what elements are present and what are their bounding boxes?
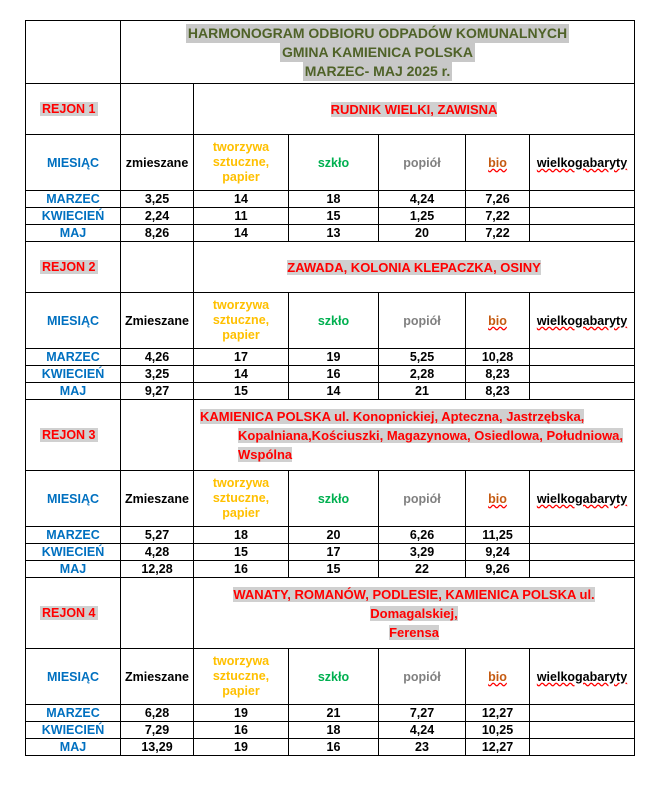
cell-popiol: 5,25 — [379, 349, 466, 366]
rejon-area-line: Kopalniana,Kościuszki, Magazynowa, Osiedlowa, Południowa, — [238, 427, 624, 443]
cell-szklo: 17 — [289, 544, 379, 561]
title-line-1: HARMONOGRAM ODBIORU ODPADÓW KOMUNALNYCH — [187, 24, 568, 41]
cell-tworzywa: 16 — [194, 722, 289, 739]
header-tworzywa-line: sztuczne, — [212, 313, 270, 327]
cell-popiol: 22 — [379, 561, 466, 578]
cell-szklo: 15 — [289, 561, 379, 578]
header-popiol — [379, 135, 466, 191]
table-row — [26, 722, 635, 739]
header-zmieszane — [121, 649, 194, 705]
cell-wielkogabaryty — [530, 722, 635, 739]
cell-month: KWIECIEŃ — [26, 544, 121, 561]
header-tworzywa-line: sztuczne, — [212, 669, 270, 683]
rejon-area-cell — [194, 400, 635, 471]
cell-tworzywa: 15 — [194, 383, 289, 400]
cell-bio: 7,22 — [466, 208, 530, 225]
cell-month: MAJ — [26, 739, 121, 756]
header-bio-text: bio — [488, 491, 507, 506]
table-row — [26, 225, 635, 242]
header-popiol-text: popiół — [403, 669, 441, 684]
header-bio — [466, 471, 530, 527]
table-row — [26, 366, 635, 383]
header-tworzywa — [194, 293, 289, 349]
cell-wielkogabaryty — [530, 208, 635, 225]
table-row — [26, 383, 635, 400]
rejon-label-cell — [26, 578, 121, 649]
table-row — [26, 208, 635, 225]
title-line-2: GMINA KAMIENICA POLSKA — [281, 43, 474, 60]
rejon-label-cell — [26, 84, 121, 135]
header-bio — [466, 293, 530, 349]
cell-zmieszane: 6,28 — [121, 705, 194, 722]
cell-bio: 12,27 — [466, 705, 530, 722]
cell-month: KWIECIEŃ — [26, 366, 121, 383]
cell-tworzywa: 16 — [194, 561, 289, 578]
header-tworzywa-line: papier — [222, 684, 260, 698]
cell-tworzywa: 14 — [194, 225, 289, 242]
header-wielkogabaryty — [530, 471, 635, 527]
table-row — [26, 191, 635, 208]
header-bio-text: bio — [488, 155, 507, 170]
cell-popiol: 6,26 — [379, 527, 466, 544]
cell-zmieszane: 8,26 — [121, 225, 194, 242]
header-wielkogabaryty — [530, 135, 635, 191]
table-row — [26, 705, 635, 722]
header-wielkogabaryty-text: wielkogabaryty — [536, 491, 628, 506]
header-popiol-text: popiół — [403, 313, 441, 328]
cell-popiol: 23 — [379, 739, 466, 756]
cell-bio: 8,23 — [466, 366, 530, 383]
cell-tworzywa: 15 — [194, 544, 289, 561]
cell-bio: 9,24 — [466, 544, 530, 561]
cell-tworzywa: 14 — [194, 191, 289, 208]
cell-tworzywa: 19 — [194, 705, 289, 722]
cell-zmieszane: 5,27 — [121, 527, 194, 544]
cell-tworzywa: 19 — [194, 739, 289, 756]
header-popiol — [379, 293, 466, 349]
rejon-label: REJON 2 — [42, 260, 96, 274]
cell-szklo: 15 — [289, 208, 379, 225]
rejon-area-line: ZAWADA, KOLONIA KLEPACZKA, OSINY — [287, 259, 541, 275]
title-corner-cell — [26, 21, 121, 84]
cell-szklo: 13 — [289, 225, 379, 242]
cell-szklo: 18 — [289, 722, 379, 739]
rejon-label: REJON 1 — [42, 102, 96, 116]
header-tworzywa-line: sztuczne, — [212, 491, 270, 505]
cell-month: KWIECIEŃ — [26, 722, 121, 739]
header-szklo — [289, 293, 379, 349]
header-miesiac-text: MIESIĄC — [46, 313, 100, 328]
cell-szklo: 16 — [289, 366, 379, 383]
title-row — [26, 21, 635, 84]
header-popiol — [379, 649, 466, 705]
cell-popiol: 20 — [379, 225, 466, 242]
cell-tworzywa: 11 — [194, 208, 289, 225]
header-szklo — [289, 471, 379, 527]
column-header-row — [26, 293, 635, 349]
cell-wielkogabaryty — [530, 561, 635, 578]
rejon-area-cell — [194, 578, 635, 649]
cell-popiol: 3,29 — [379, 544, 466, 561]
cell-month: MARZEC — [26, 527, 121, 544]
schedule-sheet — [25, 20, 635, 756]
header-tworzywa-line: tworzywa — [212, 140, 270, 154]
cell-month: MARZEC — [26, 349, 121, 366]
header-bio — [466, 135, 530, 191]
cell-wielkogabaryty — [530, 544, 635, 561]
cell-wielkogabaryty — [530, 191, 635, 208]
header-bio-text: bio — [488, 313, 507, 328]
rejon-empty-cell — [121, 578, 194, 649]
cell-tworzywa: 18 — [194, 527, 289, 544]
cell-wielkogabaryty — [530, 366, 635, 383]
header-zmieszane-text: zmieszane — [125, 155, 189, 170]
header-tworzywa-line: papier — [222, 328, 260, 342]
header-szklo — [289, 649, 379, 705]
header-szklo-text: szkło — [317, 491, 350, 506]
header-szklo-text: szkło — [317, 155, 350, 170]
rejon-label-cell — [26, 400, 121, 471]
header-popiol — [379, 471, 466, 527]
rejon-row — [26, 578, 635, 649]
cell-zmieszane: 3,25 — [121, 366, 194, 383]
header-popiol-text: popiół — [403, 491, 441, 506]
rejon-area-line: RUDNIK WIELKI, ZAWISNA — [330, 101, 498, 117]
header-tworzywa-line: tworzywa — [212, 654, 270, 668]
header-miesiac — [26, 649, 121, 705]
cell-wielkogabaryty — [530, 225, 635, 242]
column-header-row — [26, 649, 635, 705]
cell-zmieszane: 9,27 — [121, 383, 194, 400]
cell-szklo: 21 — [289, 705, 379, 722]
rejon-area-line: KAMIENICA POLSKA ul. Konopnickiej, Apteczna, Jastrzębska, — [200, 408, 585, 424]
rejon-area-line: Ferensa — [389, 624, 439, 640]
header-zmieszane-text: Zmieszane — [125, 491, 189, 506]
rejon-row — [26, 400, 635, 471]
header-miesiac — [26, 293, 121, 349]
column-header-row — [26, 135, 635, 191]
schedule-table — [25, 20, 635, 756]
header-wielkogabaryty — [530, 293, 635, 349]
cell-tworzywa: 14 — [194, 366, 289, 383]
cell-bio: 9,26 — [466, 561, 530, 578]
header-wielkogabaryty-text: wielkogabaryty — [536, 155, 628, 170]
cell-bio: 7,22 — [466, 225, 530, 242]
cell-tworzywa: 17 — [194, 349, 289, 366]
rejon-area-line: Domagalskiej, — [370, 605, 458, 621]
cell-wielkogabaryty — [530, 349, 635, 366]
cell-szklo: 14 — [289, 383, 379, 400]
header-bio — [466, 649, 530, 705]
column-header-row — [26, 471, 635, 527]
header-tworzywa-line: tworzywa — [212, 476, 270, 490]
cell-month: MARZEC — [26, 705, 121, 722]
title-cell — [121, 21, 635, 84]
cell-zmieszane: 4,26 — [121, 349, 194, 366]
header-szklo-text: szkło — [317, 313, 350, 328]
cell-wielkogabaryty — [530, 739, 635, 756]
cell-popiol: 7,27 — [379, 705, 466, 722]
table-row — [26, 561, 635, 578]
header-szklo — [289, 135, 379, 191]
title-line-3: MARZEC- MAJ 2025 r. — [304, 62, 451, 79]
cell-bio: 12,27 — [466, 739, 530, 756]
header-zmieszane — [121, 471, 194, 527]
cell-popiol: 4,24 — [379, 722, 466, 739]
cell-bio: 10,25 — [466, 722, 530, 739]
header-bio-text: bio — [488, 669, 507, 684]
header-tworzywa-line: papier — [222, 506, 260, 520]
cell-month: KWIECIEŃ — [26, 208, 121, 225]
cell-wielkogabaryty — [530, 527, 635, 544]
cell-zmieszane: 12,28 — [121, 561, 194, 578]
rejon-area-cell — [194, 84, 635, 135]
header-miesiac — [26, 471, 121, 527]
table-row — [26, 544, 635, 561]
header-miesiac-text: MIESIĄC — [46, 669, 100, 684]
cell-popiol: 2,28 — [379, 366, 466, 383]
rejon-area-line: Wspólna — [238, 446, 293, 462]
header-wielkogabaryty — [530, 649, 635, 705]
cell-month: MARZEC — [26, 191, 121, 208]
cell-zmieszane: 7,29 — [121, 722, 194, 739]
header-tworzywa-line: sztuczne, — [212, 155, 270, 169]
header-miesiac-text: MIESIĄC — [46, 491, 100, 506]
table-row — [26, 527, 635, 544]
cell-szklo: 20 — [289, 527, 379, 544]
rejon-empty-cell — [121, 400, 194, 471]
header-zmieszane-text: Zmieszane — [125, 313, 189, 328]
header-miesiac — [26, 135, 121, 191]
cell-popiol: 1,25 — [379, 208, 466, 225]
rejon-label-cell — [26, 242, 121, 293]
header-tworzywa-line: tworzywa — [212, 298, 270, 312]
header-wielkogabaryty-text: wielkogabaryty — [536, 313, 628, 328]
cell-month: MAJ — [26, 383, 121, 400]
header-popiol-text: popiół — [403, 155, 441, 170]
header-tworzywa-line: papier — [222, 170, 260, 184]
rejon-empty-cell — [121, 242, 194, 293]
rejon-row — [26, 84, 635, 135]
cell-popiol: 4,24 — [379, 191, 466, 208]
table-row — [26, 739, 635, 756]
cell-bio: 10,28 — [466, 349, 530, 366]
rejon-row — [26, 242, 635, 293]
cell-bio: 7,26 — [466, 191, 530, 208]
cell-wielkogabaryty — [530, 705, 635, 722]
table-row — [26, 349, 635, 366]
header-zmieszane-text: Zmieszane — [125, 669, 189, 684]
rejon-area-line: WANATY, ROMANÓW, PODLESIE, KAMIENICA POLSKA ul. — [233, 586, 595, 602]
header-zmieszane — [121, 135, 194, 191]
cell-szklo: 16 — [289, 739, 379, 756]
cell-popiol: 21 — [379, 383, 466, 400]
header-tworzywa — [194, 649, 289, 705]
cell-zmieszane: 4,28 — [121, 544, 194, 561]
rejon-label: REJON 3 — [42, 428, 96, 442]
cell-bio: 11,25 — [466, 527, 530, 544]
cell-bio: 8,23 — [466, 383, 530, 400]
header-tworzywa — [194, 471, 289, 527]
header-miesiac-text: MIESIĄC — [46, 155, 100, 170]
cell-wielkogabaryty — [530, 383, 635, 400]
header-tworzywa — [194, 135, 289, 191]
header-wielkogabaryty-text: wielkogabaryty — [536, 669, 628, 684]
cell-month: MAJ — [26, 561, 121, 578]
cell-zmieszane: 2,24 — [121, 208, 194, 225]
cell-zmieszane: 13,29 — [121, 739, 194, 756]
cell-szklo: 19 — [289, 349, 379, 366]
header-szklo-text: szkło — [317, 669, 350, 684]
rejon-empty-cell — [121, 84, 194, 135]
rejon-area-cell — [194, 242, 635, 293]
cell-zmieszane: 3,25 — [121, 191, 194, 208]
rejon-label: REJON 4 — [42, 606, 96, 620]
cell-month: MAJ — [26, 225, 121, 242]
cell-szklo: 18 — [289, 191, 379, 208]
header-zmieszane — [121, 293, 194, 349]
